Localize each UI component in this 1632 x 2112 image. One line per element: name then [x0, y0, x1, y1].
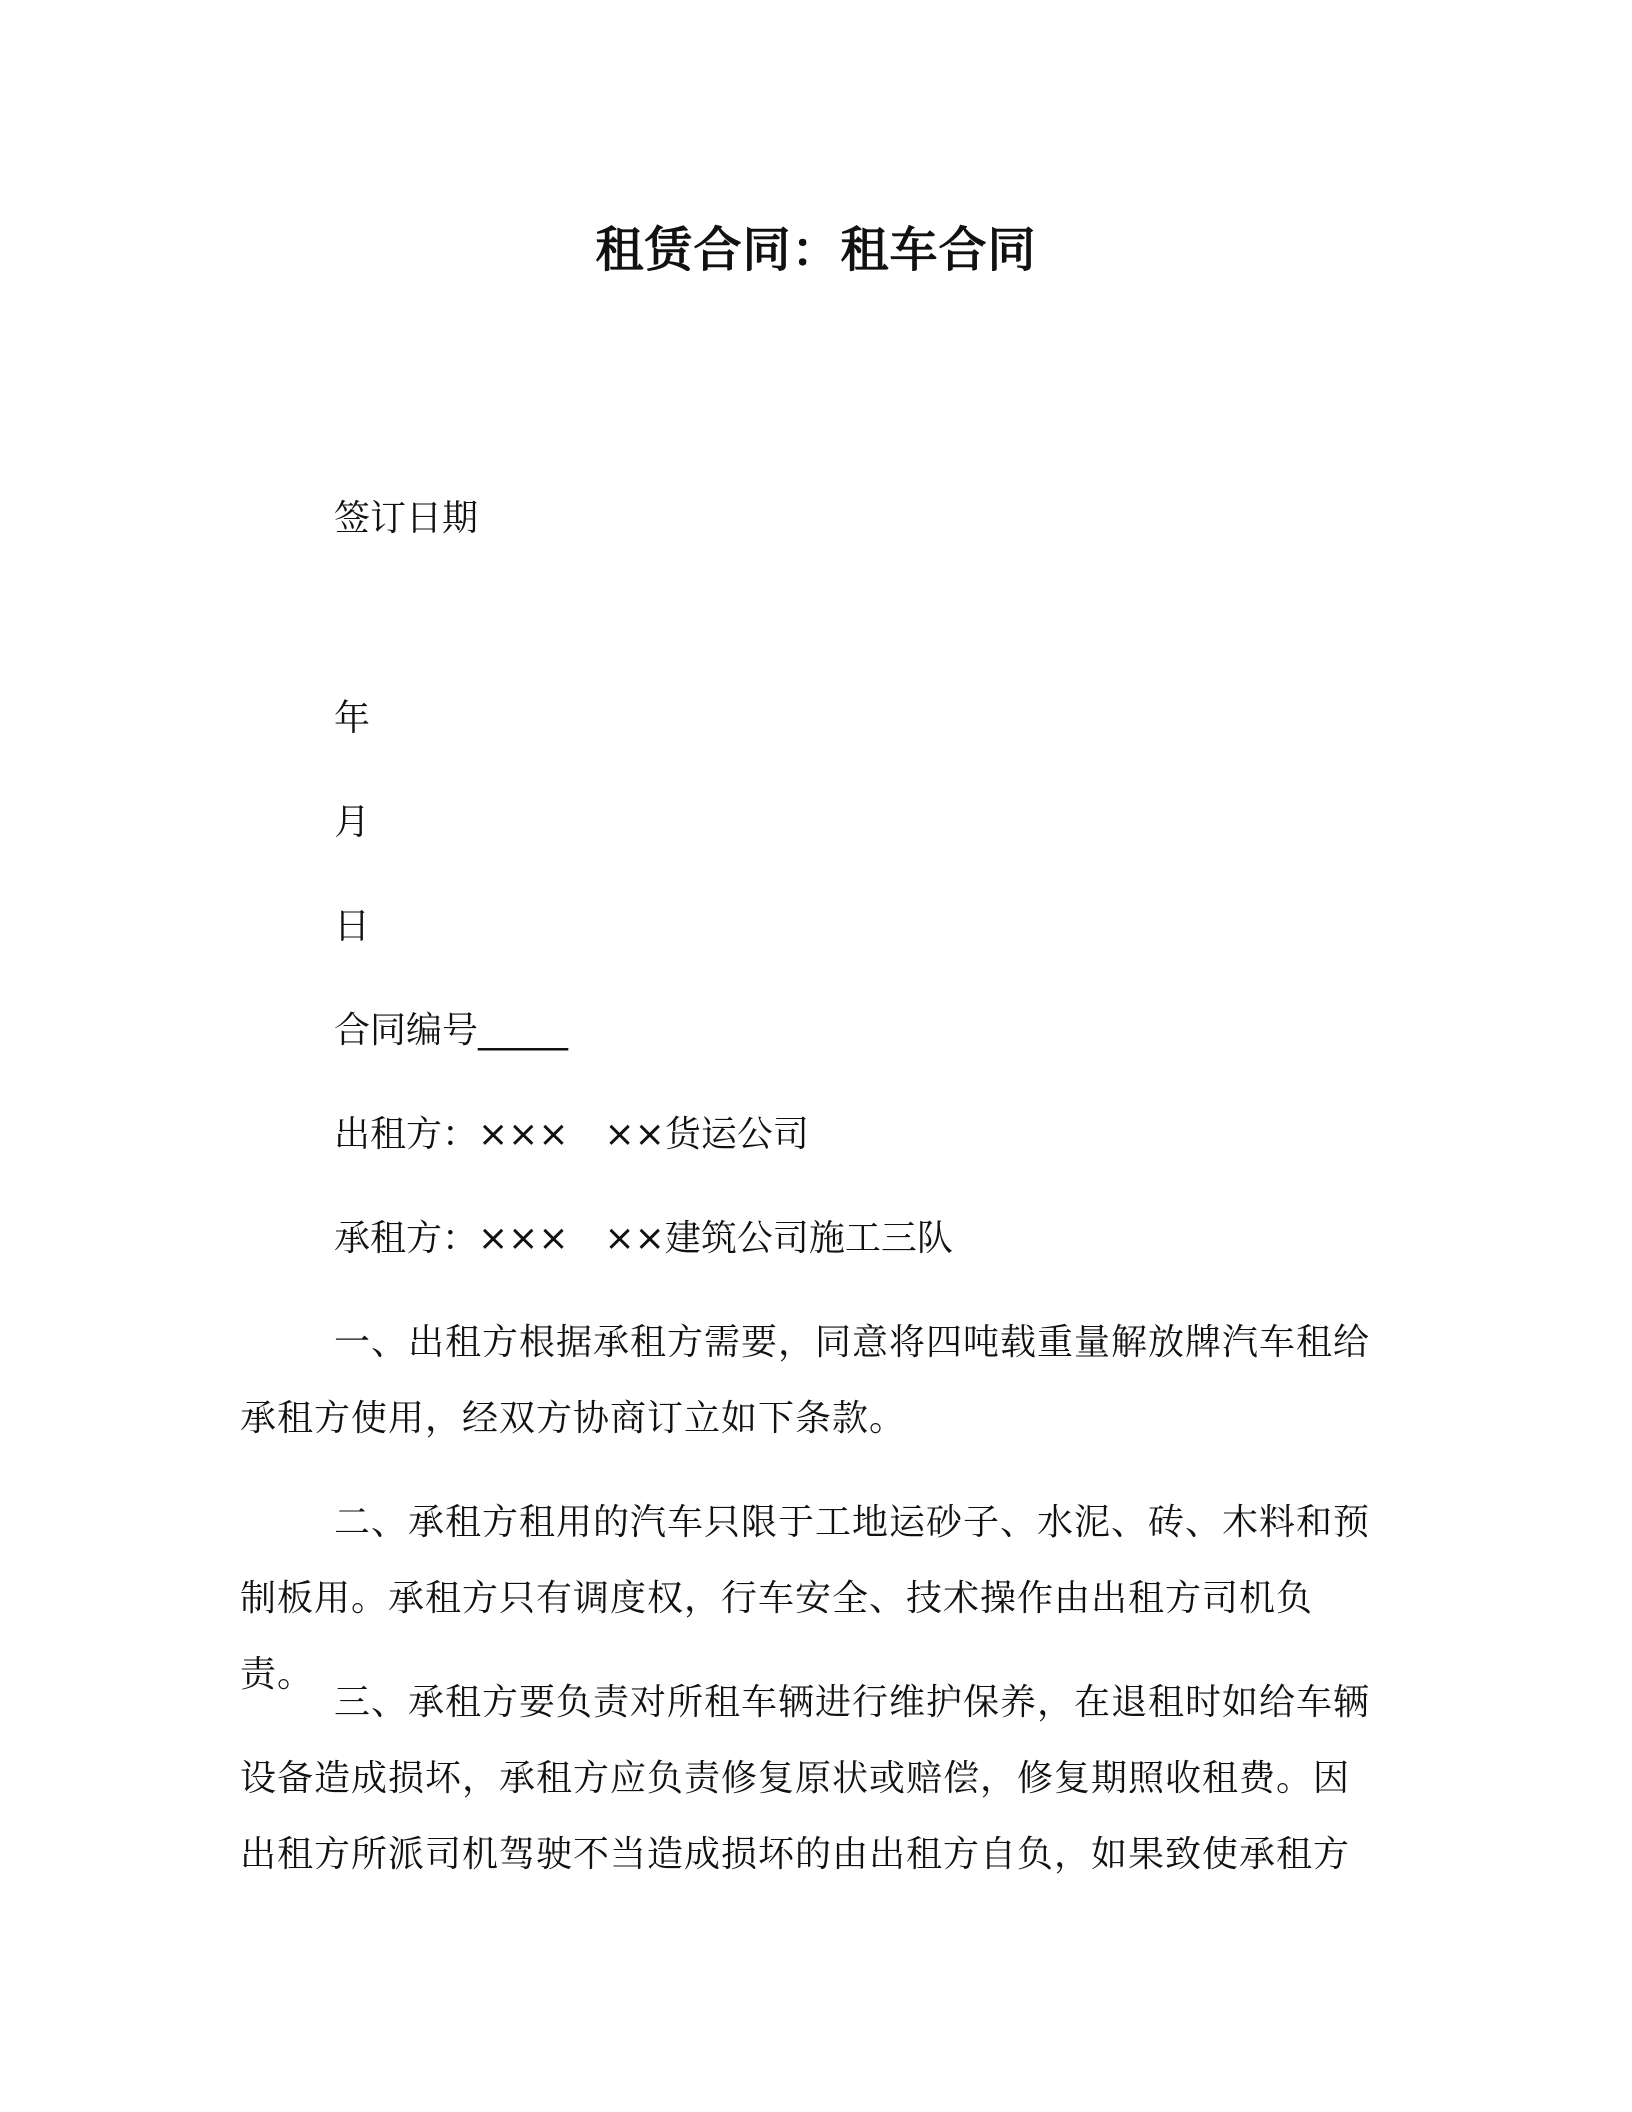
lessor-line: 出租方：××× ××货运公司 — [334, 1114, 809, 1155]
document-title: 租赁合同：租车合同 — [595, 222, 1037, 278]
contract-number-label: 合同编号_____ — [334, 1010, 569, 1051]
lessee-line: 承租方：××× ××建筑公司施工三队 — [334, 1218, 953, 1259]
day-label: 日 — [334, 906, 371, 947]
year-label: 年 — [334, 698, 371, 739]
clause-1: 一、出租方根据承租方需要，同意将四吨载重量解放牌汽车租给承租方使用，经双方协商订立如下条款。 — [240, 1322, 1371, 1439]
month-label: 月 — [334, 802, 371, 843]
clause-2: 二、承租方租用的汽车只限于工地运砂子、水泥、砖、木料和预制板用。承租方只有调度权，行车安全、技术操作由出租方司机负责。 — [240, 1502, 1371, 1695]
sign-date-label: 签订日期 — [334, 498, 479, 539]
clause-3: 三、承租方要负责对所租车辆进行维护保养，在退租时如给车辆设备造成损坏，承租方应负责修复原状或赔偿，修复期照收租费。因出租方所派司机驾驶不当造成损坏的由出租方自负，如果致使承租方 — [240, 1682, 1371, 1875]
